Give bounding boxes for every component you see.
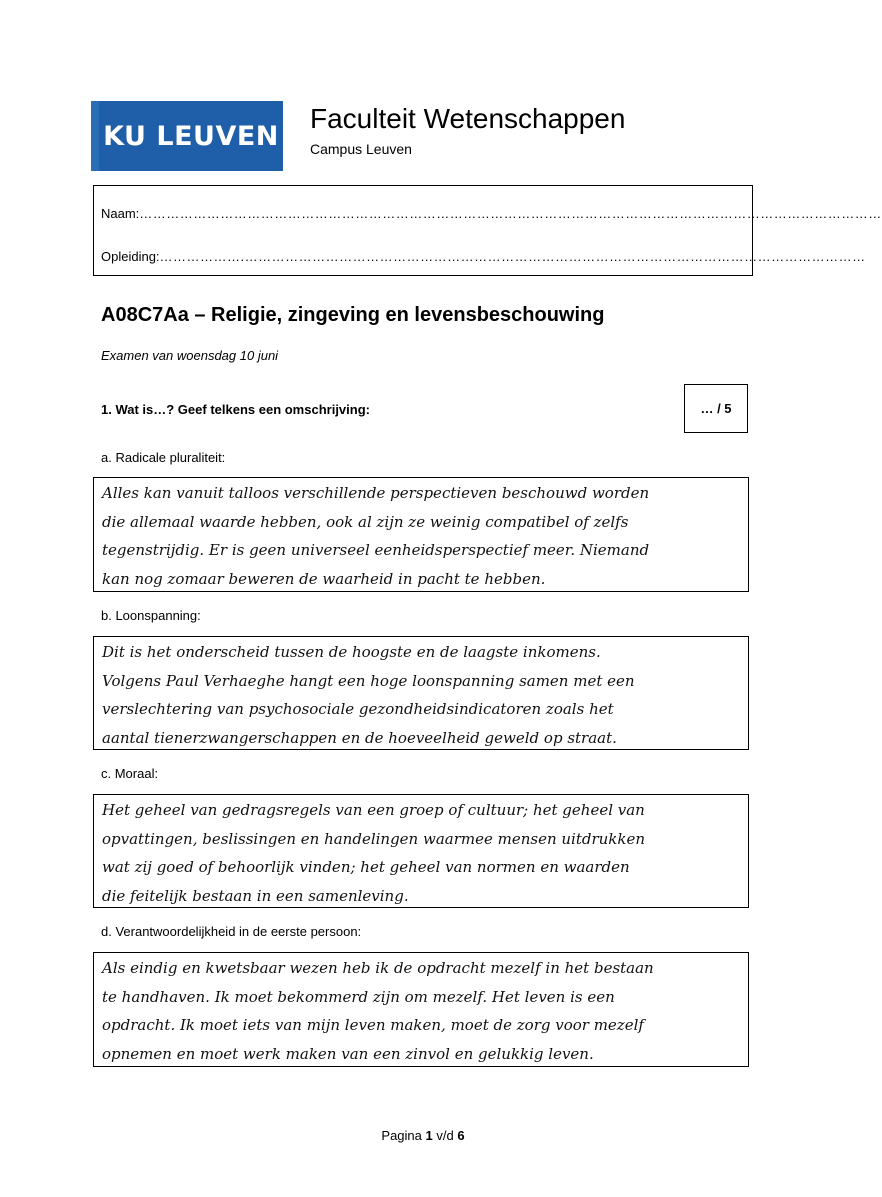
footer-separator: v/d <box>436 1128 454 1143</box>
student-info-box <box>93 185 882 276</box>
answer-box-a <box>93 477 749 592</box>
name-field[interactable] <box>101 206 882 221</box>
footer-prefix: Pagina <box>381 1128 422 1143</box>
program-label: Opleiding: <box>101 249 160 264</box>
answer-b-text <box>102 638 744 752</box>
name-dots: ………………………………………………………………………………………………………………………………………………… <box>139 206 882 221</box>
answer-a-text <box>102 479 744 593</box>
ku-leuven-logo <box>91 101 283 171</box>
program-field[interactable] <box>101 249 866 264</box>
answer-line: aantal tienerzwangerschappen en de hoeveelheid geweld op straat. <box>102 728 617 747</box>
answer-line: opnemen en moet werk maken van een zinvol en gelukkig leven. <box>102 1044 594 1063</box>
answer-box-d <box>93 952 749 1067</box>
logo-panel <box>99 101 283 171</box>
answer-c-text <box>102 796 744 910</box>
answer-line: Dit is het onderscheid tussen de hoogste en de laagste inkomens. <box>102 643 601 661</box>
program-dots: ……………….………………………………………………………………………………………………………………………… <box>159 249 866 264</box>
item-b-label: b. Loonspanning: <box>101 608 201 623</box>
answer-line: Alles kan vanuit talloos verschillende perspectieven beschouwd worden <box>102 484 650 502</box>
answer-line: die allemaal waarde hebben, ook al zijn ze weinig compatibel of zelfs <box>102 512 629 531</box>
footer-page-total: 6 <box>457 1128 465 1143</box>
score-box <box>684 384 748 433</box>
answer-d-text <box>102 954 744 1068</box>
answer-line: kan nog zomaar beweren de waarheid in pacht te hebben. <box>102 569 546 588</box>
answer-line: opvattingen, beslissingen en handelingen waarmee mensen uitdrukken <box>102 829 646 848</box>
item-d-label: d. Verantwoordelijkheid in de eerste persoon: <box>101 924 362 939</box>
answer-box-b <box>93 636 749 750</box>
answer-line: wat zij goed of behoorlijk vinden; het geheel van normen en waarden <box>102 858 630 876</box>
footer-page-number: 1 <box>425 1128 433 1143</box>
answer-line: Volgens Paul Verhaeghe hangt een hoge loonspanning samen met een <box>102 671 635 690</box>
exam-date: Examen van woensdag 10 juni <box>101 348 279 363</box>
page-footer <box>0 1128 846 1143</box>
question-prompt: 1. Wat is…? Geef telkens een omschrijving: <box>101 402 370 417</box>
faculty-title: Faculteit Wetenschappen <box>310 103 626 134</box>
name-label: Naam: <box>101 206 140 221</box>
item-a-label: a. Radicale pluraliteit: <box>101 450 226 465</box>
campus-subtitle: Campus Leuven <box>310 141 412 157</box>
answer-line: verslechtering van psychosociale gezondheidsindicatoren zoals het <box>102 700 614 718</box>
answer-box-c <box>93 794 749 908</box>
answer-line: Het geheel van gedragsregels van een groep of cultuur; het geheel van <box>102 801 645 819</box>
course-title: A08C7Aa – Religie, zingeving en levensbeschouwing <box>101 304 605 326</box>
answer-line: te handhaven. Ik moet bekommerd zijn om mezelf. Het leven is een <box>102 987 615 1006</box>
answer-line: opdracht. Ik moet iets van mijn leven maken, moet de zorg voor mezelf <box>102 1016 644 1034</box>
answer-line: tegenstrijdig. Er is geen universeel eenheidsperspectief meer. Niemand <box>102 541 650 559</box>
answer-line: die feitelijk bestaan in een samenleving. <box>102 886 409 905</box>
logo-text: KU LEUVEN <box>103 120 279 152</box>
answer-line: Als eindig en kwetsbaar wezen heb ik de opdracht mezelf in het bestaan <box>102 959 654 977</box>
score-text: … / 5 <box>700 401 732 416</box>
item-c-label: c. Moraal: <box>101 766 159 781</box>
